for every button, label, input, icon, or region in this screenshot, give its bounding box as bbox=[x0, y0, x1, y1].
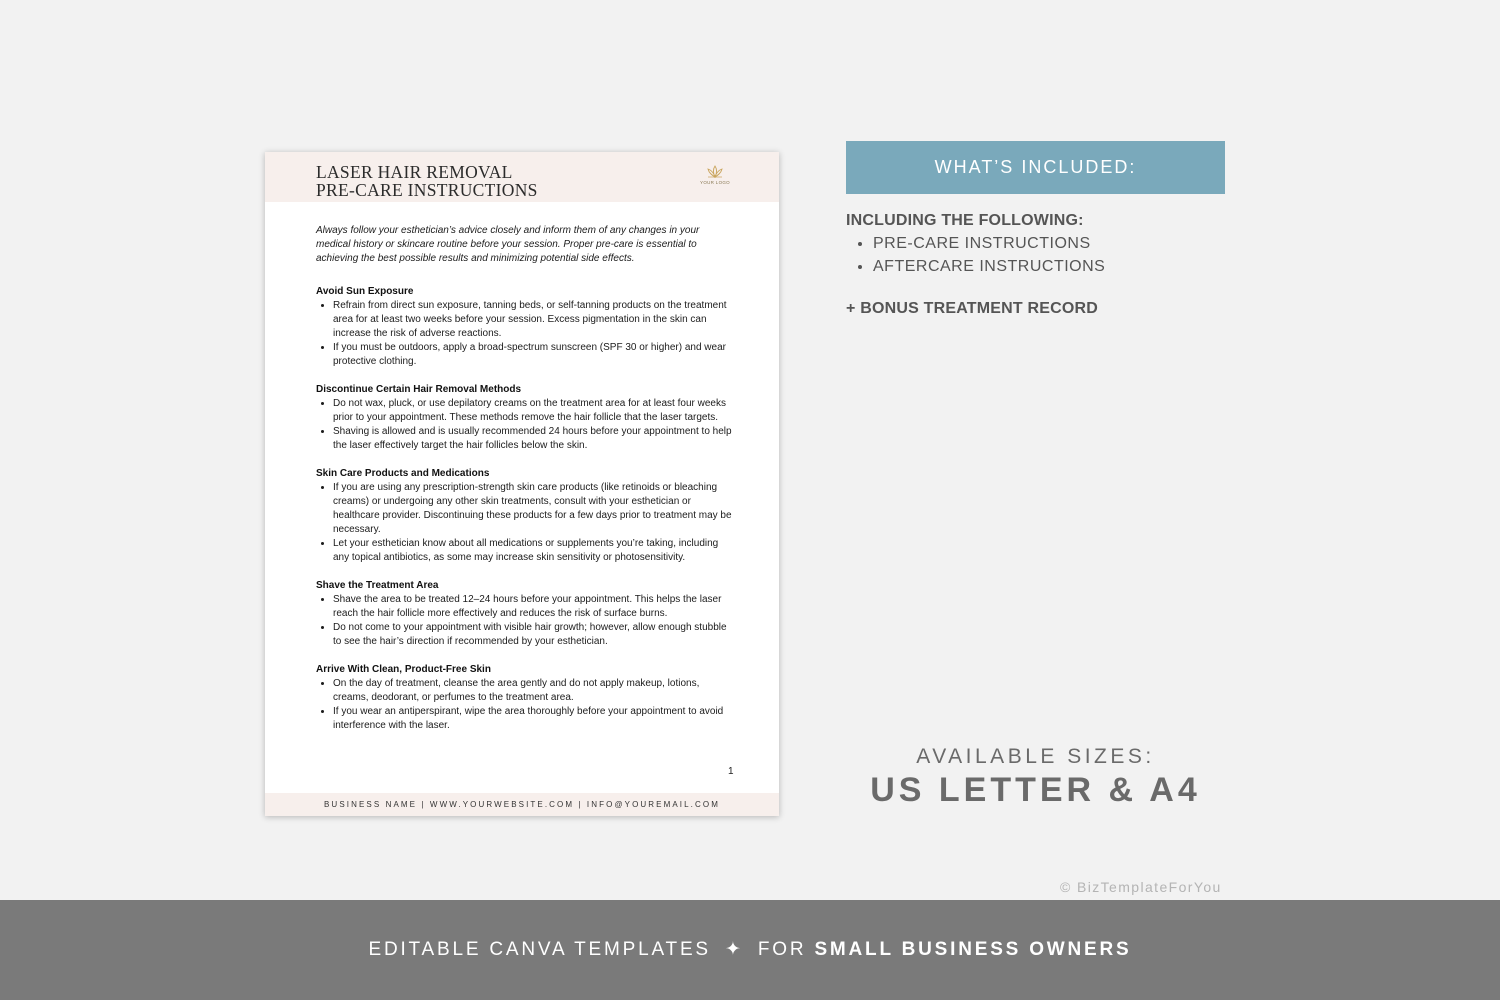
section-heading: Arrive With Clean, Product-Free Skin bbox=[316, 664, 491, 675]
section-skin-care-products bbox=[316, 467, 732, 565]
section-heading: Discontinue Certain Hair Removal Methods bbox=[316, 384, 522, 395]
page-number: 1 bbox=[728, 766, 734, 777]
document-title-line-2: PRE-CARE INSTRUCTIONS bbox=[316, 180, 538, 200]
section-discontinue-hair-removal bbox=[316, 383, 732, 453]
list-item: • If you are using any prescription-strength skin care products (like retinoids or bleaching creams) or undergoing any other skin treatments, consult with your esthetician or healthcare provider. Discontinuing these products for a few days prior to treatment may be necessary. bbox=[333, 481, 732, 537]
star-icon: ✦ bbox=[725, 939, 744, 960]
included-list bbox=[846, 233, 1105, 278]
list-item: • Shave the area to be treated 12–24 hours before your appointment. This helps the laser reach the hair follicle more effectively and reduces the risk of surface burns. bbox=[333, 593, 732, 621]
sizes-label: AVAILABLE SIZES: bbox=[916, 745, 1155, 768]
list-item: • Do not come to your appointment with visible hair growth; however, allow enough stubble to see the hair’s direction if recommended by your esthetician. bbox=[333, 621, 732, 649]
bullet-list bbox=[316, 481, 732, 565]
document-body bbox=[316, 224, 732, 747]
list-item: • PRE-CARE INSTRUCTIONS bbox=[873, 233, 1105, 256]
document-title-line-1: LASER HAIR REMOVAL bbox=[316, 162, 513, 182]
section-clean-skin bbox=[316, 663, 732, 733]
section-heading: Shave the Treatment Area bbox=[316, 580, 439, 591]
list-item: • Refrain from direct sun exposure, tanning beds, or self-tanning products on the treatment area for at least two weeks before your session. Excess pigmentation in the skin can increase the risk of adverse reactions. bbox=[333, 299, 732, 341]
whats-included-banner: WHAT’S INCLUDED: bbox=[846, 141, 1225, 194]
document-title bbox=[316, 163, 538, 199]
logo-text: YOUR LOGO bbox=[700, 180, 730, 185]
banner-text-audience: SMALL BUSINESS OWNERS bbox=[814, 939, 1132, 960]
bullet-list bbox=[316, 593, 732, 649]
section-heading: Avoid Sun Exposure bbox=[316, 286, 414, 297]
lotus-icon bbox=[706, 165, 724, 179]
section-shave-treatment-area bbox=[316, 579, 732, 649]
banner-text-for: FOR bbox=[757, 939, 807, 960]
section-avoid-sun-exposure bbox=[316, 285, 732, 369]
list-item: • Do not wax, pluck, or use depilatory creams on the treatment area for at least four weeks prior to your appointment. These methods remove the hair follicle that the laser targets. bbox=[333, 397, 732, 425]
list-item: • If you must be outdoors, apply a broad-spectrum sunscreen (SPF 30 or higher) and wear protective clothing. bbox=[333, 341, 732, 369]
list-item: • If you wear an antiperspirant, wipe the area thoroughly before your appointment to avoid interference with the laser. bbox=[333, 705, 732, 733]
bonus-line: + BONUS TREATMENT RECORD bbox=[846, 300, 1099, 317]
bottom-banner bbox=[0, 900, 1500, 1000]
list-item: • Let your esthetician know about all medications or supplements you’re taking, including any topical antibiotics, as some may increase skin sensitivity or photosensitivity. bbox=[333, 537, 732, 565]
document-footer: BUSINESS NAME | WWW.YOURWEBSITE.COM | INFO@YOUREMAIL.COM bbox=[265, 793, 779, 816]
document-page bbox=[265, 152, 779, 816]
document-intro: Always follow your esthetician’s advice closely and inform them of any changes in your medical history or skincare routine before your session. Proper pre-care is essential to achieving the best possible results and minimizing potential side effects. bbox=[316, 225, 700, 264]
bullet-list bbox=[316, 299, 732, 369]
banner-text-editable: EDITABLE CANVA TEMPLATES bbox=[368, 939, 711, 960]
list-item: • AFTERCARE INSTRUCTIONS bbox=[873, 256, 1105, 279]
logo bbox=[695, 165, 735, 195]
bullet-list bbox=[316, 397, 732, 453]
list-item: • Shaving is allowed and is usually recommended 24 hours before your appointment to help the laser effectively target the hair follicles below the skin. bbox=[333, 425, 732, 453]
bullet-list bbox=[316, 677, 732, 733]
sizes-value: US LETTER & A4 bbox=[870, 771, 1201, 809]
section-heading: Skin Care Products and Medications bbox=[316, 468, 490, 479]
list-item: • On the day of treatment, cleanse the area gently and do not apply makeup, lotions, creams, deodorant, or perfumes to the treatment area. bbox=[333, 677, 732, 705]
included-heading: INCLUDING THE FOLLOWING: bbox=[846, 212, 1084, 229]
copyright-text: © BizTemplateForYou bbox=[1060, 879, 1222, 895]
document-header bbox=[265, 152, 779, 202]
